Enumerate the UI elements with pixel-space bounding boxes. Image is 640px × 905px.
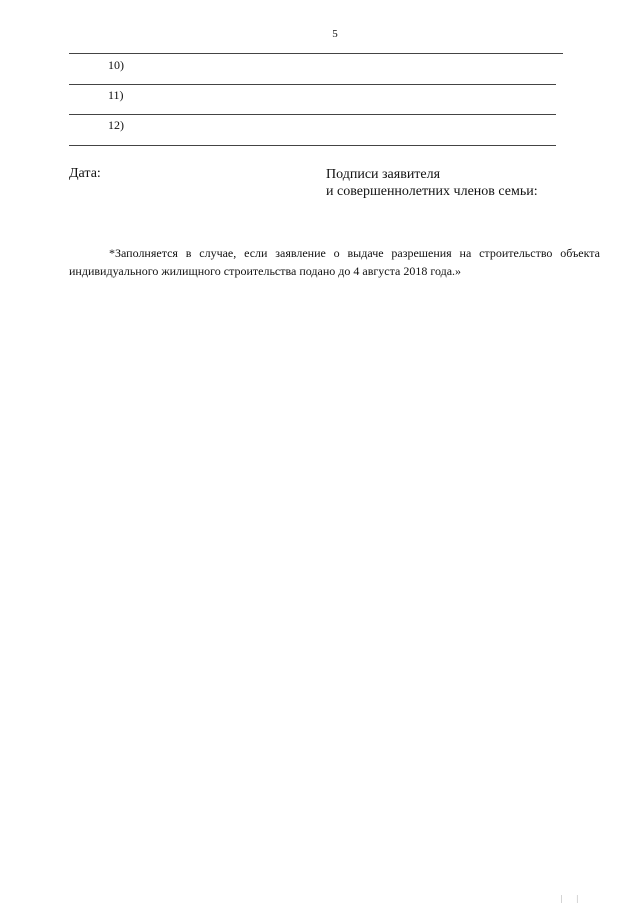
page-number: 5 bbox=[332, 28, 338, 40]
footnote: *Заполняется в случае, если заявление о выдаче разрешения на строительство объекта индивидуального жилищного строительства подано до 4 августа 2018 года.» bbox=[69, 246, 600, 278]
signatures-line-1: Подписи заявителя bbox=[326, 167, 441, 182]
corner-mark: | | bbox=[560, 894, 584, 903]
list-item-10: 10) bbox=[108, 58, 124, 72]
date-label: Дата: bbox=[69, 166, 101, 181]
row-line-11 bbox=[69, 114, 556, 115]
signatures-line-2: и совершеннолетних членов семьи: bbox=[326, 184, 538, 199]
row-line-top bbox=[69, 53, 563, 54]
list-item-12: 12) bbox=[108, 118, 124, 132]
signatures-block bbox=[326, 166, 538, 200]
row-line-12 bbox=[69, 145, 556, 146]
row-line-10 bbox=[69, 84, 556, 85]
list-item-11: 11) bbox=[108, 88, 124, 102]
